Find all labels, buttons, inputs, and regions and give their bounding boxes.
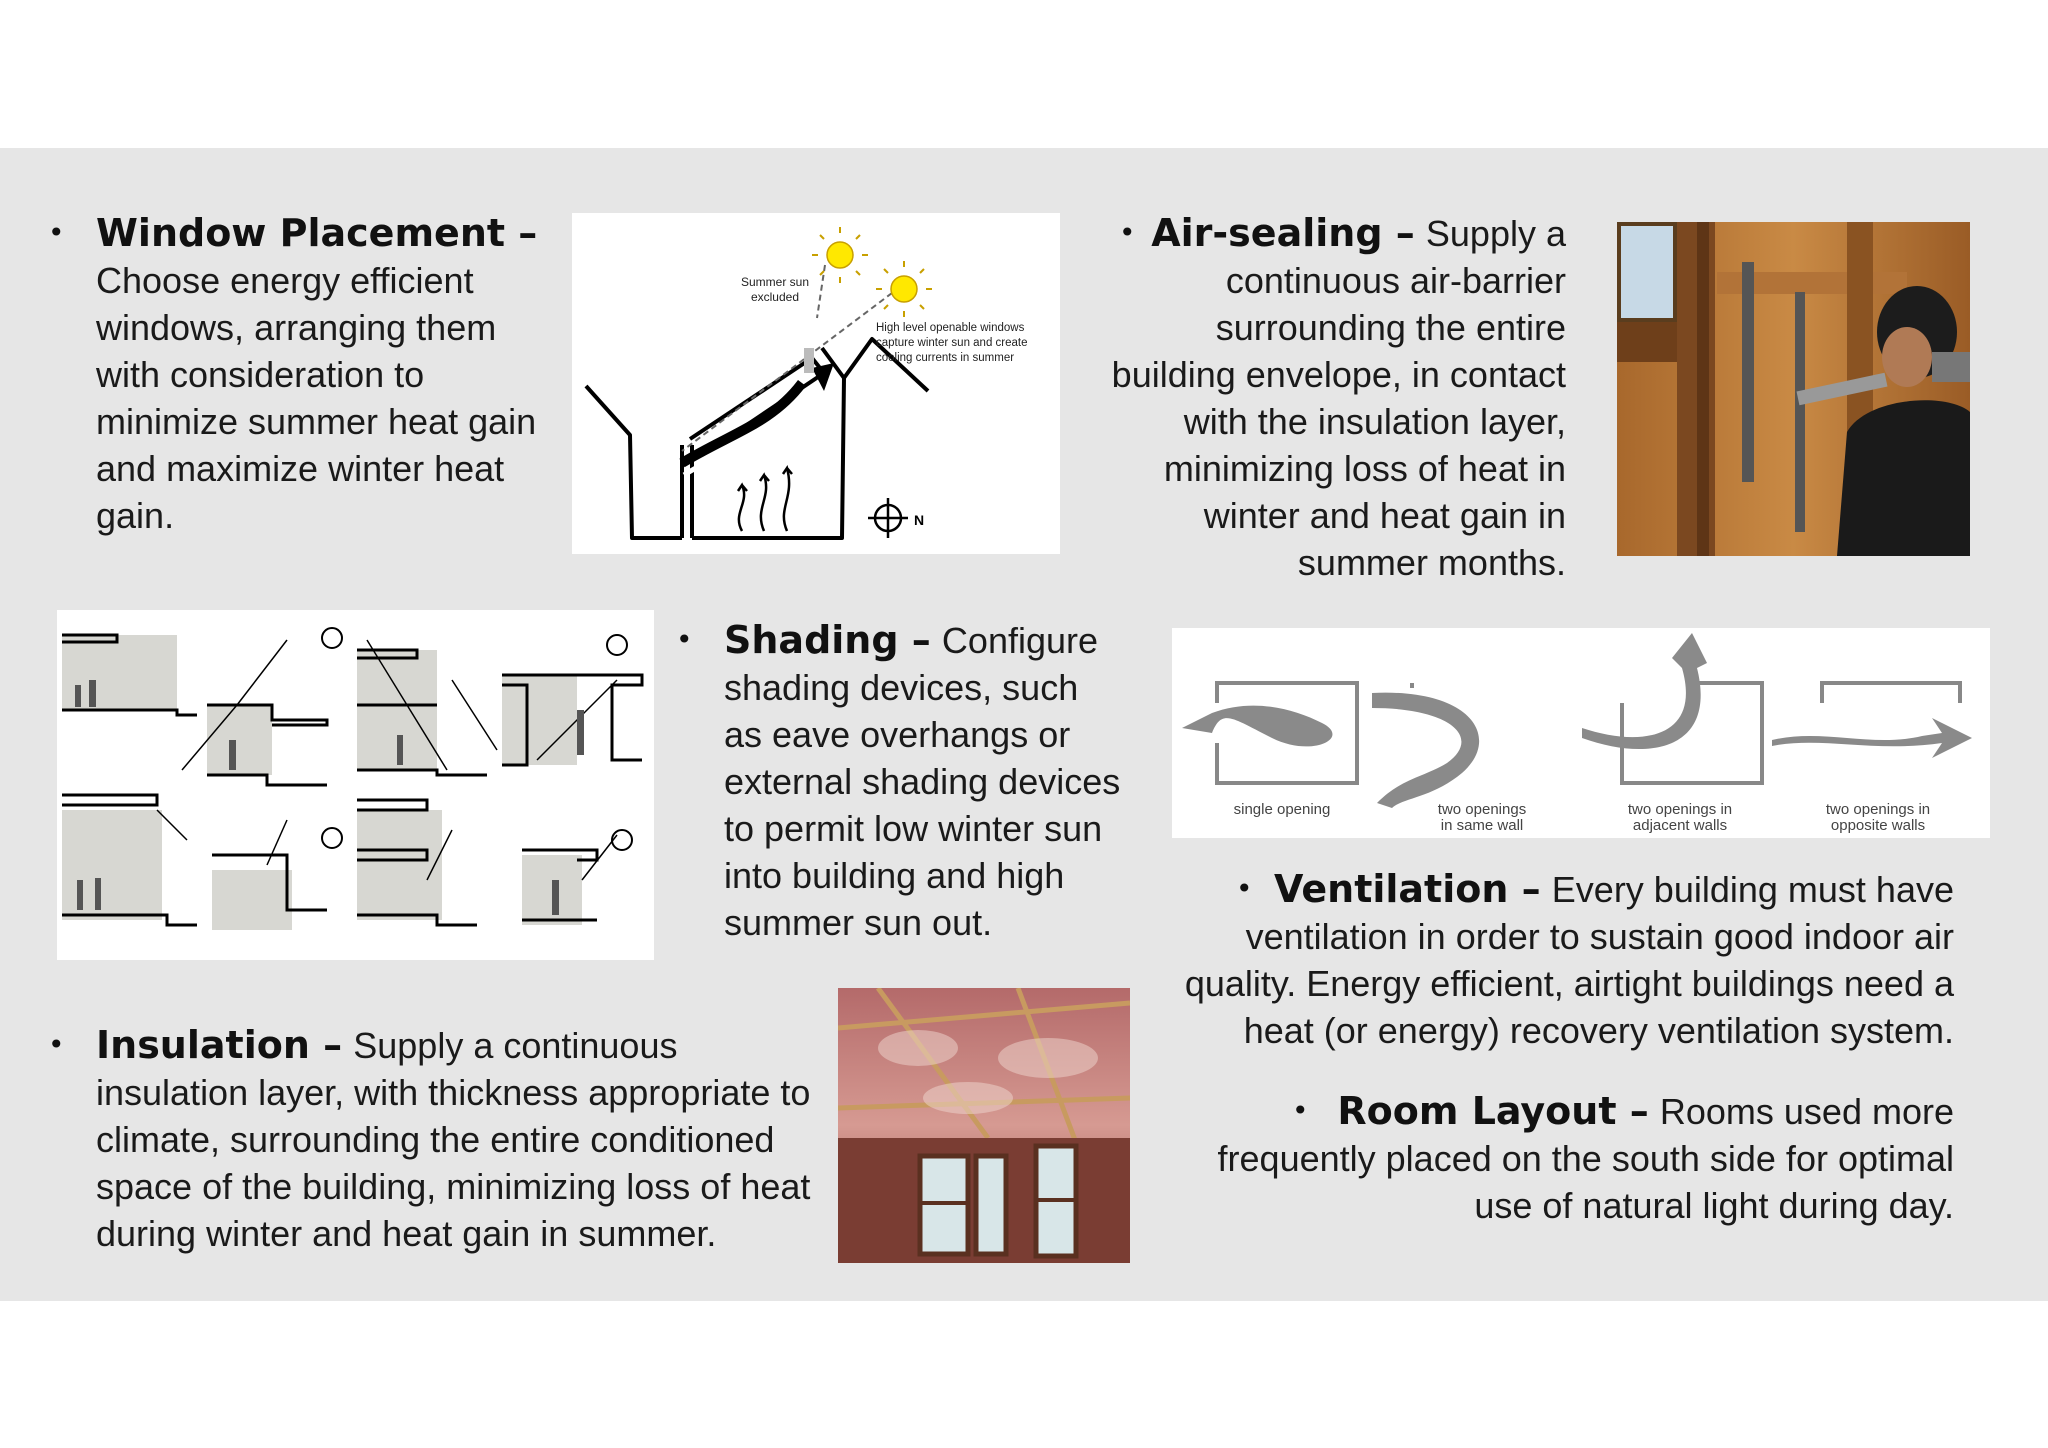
shading-title: Shading – [724,618,931,662]
bullet: • [48,216,65,249]
vent-label-1: single opening [1233,801,1331,818]
air-sealing-photo [1617,222,1970,556]
window-placement-diagram [572,213,1060,554]
air-sealing-text: Supply a continuous air-barrier surrounding the entire building envelope, in contact with the insulation layer, minimizing loss of heat in winter and heat gain in summer months. [1111,213,1566,583]
winter-sun-label-1: High level openable windows [876,322,1025,334]
vent-label-4a: two openings in [1825,801,1931,818]
summer-sun-label-2: excluded [750,290,800,304]
bullet: • [1119,216,1136,249]
ventilation-diagram [1172,628,1990,838]
room-layout-title: Room Layout – [1337,1089,1649,1133]
summer-sun-label: Summer sun [740,275,810,289]
winter-sun-label-3: cooling currents in summer [876,352,1015,364]
bullet: • [48,1028,65,1061]
shading-section [676,617,1126,947]
ventilation-text: Every building must have ventilation in order to sustain good indoor air quality. Energy efficient, airtight buildings need a heat (or energy) recovery ventilation system. [1184,869,1954,1051]
air-sealing-section [1090,210,1566,587]
window-placement-section [48,210,548,540]
ventilation-title: Ventilation – [1274,867,1541,911]
vent-label-3b: adjacent walls [1632,817,1728,834]
winter-sun-icon [876,261,932,317]
ventilation-section [1160,866,1954,1055]
bullet: • [676,623,693,656]
winter-sun-label-2: capture winter sun and create [876,337,1028,349]
insulation-section [48,1022,828,1258]
window-placement-title: Window Placement – [96,211,538,255]
shading-text: Configure shading devices, such as eave overhangs or external shading devices to permit low winter sun into building and high summer sun out. [724,620,1121,943]
window-placement-text: Choose energy efficient windows, arranging them with consideration to minimize summer heat gain and maximize winter heat gain. [96,260,537,536]
vent-label-2b: in same wall [1440,817,1524,834]
insulation-text: Supply a continuous insulation layer, with thickness appropriate to climate, surrounding the entire conditioned space of the building, minimizing loss of heat during winter and heat gain in summer. [96,1025,811,1254]
shading-diagram [57,610,654,960]
room-layout-text: Rooms used more frequently placed on the south side for optimal use of natural light during day. [1217,1091,1954,1226]
north-label: N [914,512,925,528]
vent-label-3a: two openings in [1627,801,1733,818]
vent-label-4b: opposite walls [1830,817,1926,834]
summer-sun-icon [812,227,868,283]
window-diagram-svg [572,213,1060,554]
insulation-title: Insulation – [96,1023,343,1067]
vent-label-2a: two openings [1437,801,1527,818]
bullet: • [1292,1094,1309,1127]
bullet: • [1236,872,1253,905]
air-sealing-title: Air-sealing – [1151,211,1415,255]
north-arrow-icon [868,498,908,538]
room-layout-section [1180,1088,1954,1230]
insulation-photo [838,988,1130,1263]
